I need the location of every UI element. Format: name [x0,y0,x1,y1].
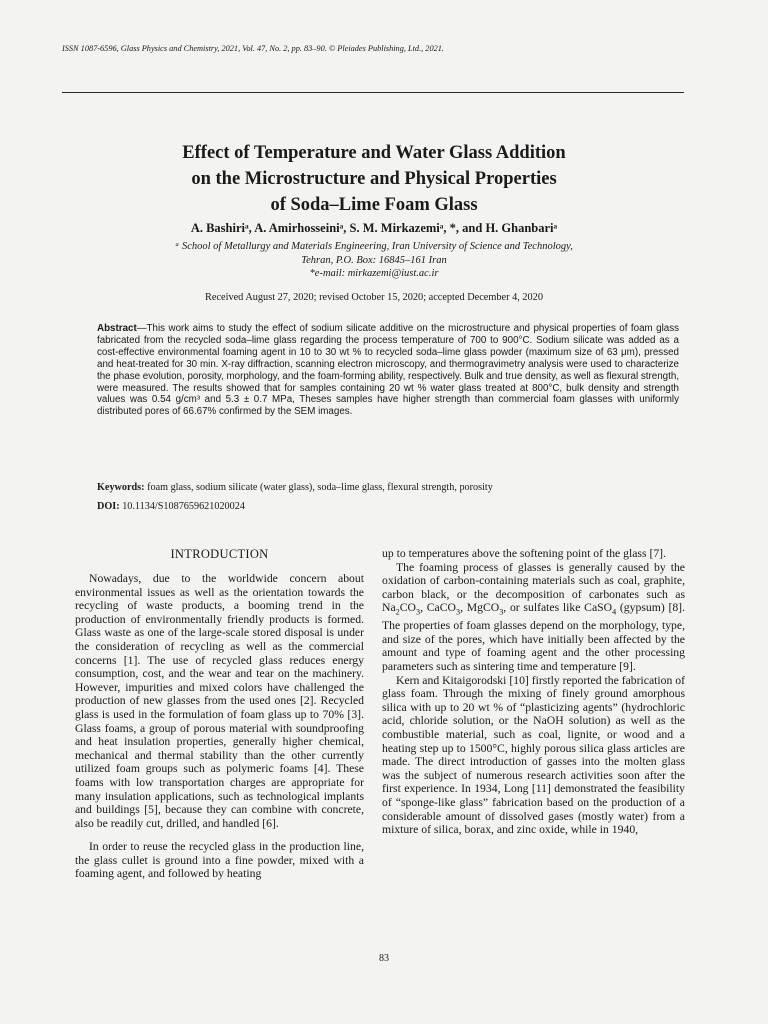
keywords-text: foam glass, sodium silicate (water glass), soda–lime glass, flexural strength, porosity [144,482,493,493]
title-line-3: of Soda–Lime Foam Glass [270,195,478,215]
section-heading-introduction: INTRODUCTION [170,547,269,561]
abstract-text: —This work aims to study the effect of sodium silicate additive on the microstructure and physical properties of foam glass fabricated from the recycled soda–lime glass regarding the process temperature of 700 to 900°C. Sodium silicate was added as a cost-effective environmental foaming agent in 10 to 30 wt % to recycled soda–lime glass powder (maximum size of 63 μm), pressed and heat-treated for 30 min. X-ray diffraction, scanning electron microscopy, and thermogravimetry analysis were used to characterize the phase evolution, porosity, morphology, and the foam-forming ability, respectively. Bulk and true density, as well as flexural strength, were measured. The results showed that for samples containing 20 wt % water glass treated at 800°C, bulk density and strength values was 0.54 g/cm³ and 5.3 ± 0.7 MPa, Theses samples have higher strength than commercial foam glasses with uniformly distributed pores of 66.67% confirmed by the SEM images. [97,323,679,418]
page-number: 83 [379,953,389,964]
contact-email: *e-mail: mirkazemi@iust.ac.ir [309,268,439,279]
received-dates: Received August 27, 2020; revised October 15, 2020; accepted December 4, 2020 [205,292,543,303]
title-line-2: on the Microstructure and Physical Properties [191,169,557,189]
header-rule [62,92,684,93]
right-column [382,547,685,837]
affiliation [60,240,688,281]
keywords-label: Keywords: [97,482,145,493]
affiliation-line-1: ᵃ School of Metallurgy and Materials Engineering, Iran University of Science and Technology, [175,241,573,252]
author-list: A. Bashiriᵃ, A. Amirhosseiniᵃ, S. M. Mirkazemiᵃ, *, and H. Ghanbariᵃ [190,221,558,235]
doi-link[interactable]: 10.1134/S1087659621020024 [119,501,245,512]
doi [97,501,679,512]
abstract-label: Abstract [97,323,137,334]
left-column [75,572,364,881]
right-paragraph-2: The foaming process of glasses is generally caused by the oxidation of carbon-containing materials such as coal, graphite, carbon black, or the decomposition of carbonates such as $Na_2CO_3$, CaCO$_3$, MgCO$_3$, or sulfates like CaSO$_4$ (gypsum) [8]. The properties of foam glasses depend on the morphology, type, and size of the pores, which have initially been affected by the amount and type of foaming agent and the other processing parameters such as sintering time and temperature [9]. [382,560,686,674]
title-line-1: Effect of Temperature and Water Glass Addition [182,143,566,163]
journal-header: ISSN 1087-6596, Glass Physics and Chemistry, 2021, Vol. 47, No. 2, pp. 83–90. © Pleiades Publishing, Ltd., 2021. [62,44,444,53]
keywords [97,482,679,493]
doi-label: DOI: [97,501,120,512]
left-paragraph-1: Nowadays, due to the worldwide concern about environmental issues as well as the orientation towards the recycling of waste products, a booming trend in the production of environmentally friendly products is formed. Glass waste as one of the large-scale stored disposal is under the consideration of recycling as well as the commercial concerns [1]. The use of recycled glass reduces energy consumption, cost, and the wear and tear on the machinery. However, impurities and mixed colors have challenged the production of new glasses from the used ones [2]. Recycled glass is used in the formulation of foam glass up to 70% [3]. Glass foams, a group of porous material with soundproofing and heat insulation properties, generally higher chemical, mechanical and thermal stability than the other currently utilized foam groups such as polymeric foams [4]. These foams with low transportation charges are appropriate for many insulation applications, such as technological implants and buildings [5], because they can combine with concrete, also be readily cut, drilled, and handled [6]. [75,572,364,830]
paper-title [60,140,688,218]
right-paragraph-1: up to temperatures above the softening point of the glass [7]. [382,547,666,560]
right-paragraph-3: Kern and Kitaigorodski [10] firstly reported the fabrication of glass foam. Through the mixing of finely ground amorphous silica with up to 20 wt % of “plasticizing agents” (hydrochloric acid, chloride solution, or the NaOH solution) as well as the combustible material, such as coal, lignite, or wood and a heating step up to 1500°C, highly porous silica glass articles are made. The direct introduction of gasses into the molten glass was the subject of numerous research activities soon after the first experience. In 1934, Long [11] demonstrated the feasibility of “sponge-like glass” fabrication based on the production of a considerable amount of dissolved gases (mostly water) from a mixture of silica, borax, and zinc oxide, while in 1940, [382,673,685,837]
left-paragraph-2: In order to reuse the recycled glass in the production line, the glass cullet is ground into a fine powder, mixed with a foaming agent, and followed by heating [75,840,364,881]
abstract [97,323,679,418]
affiliation-line-2: Tehran, P.O. Box: 16845–161 Iran [301,254,447,266]
